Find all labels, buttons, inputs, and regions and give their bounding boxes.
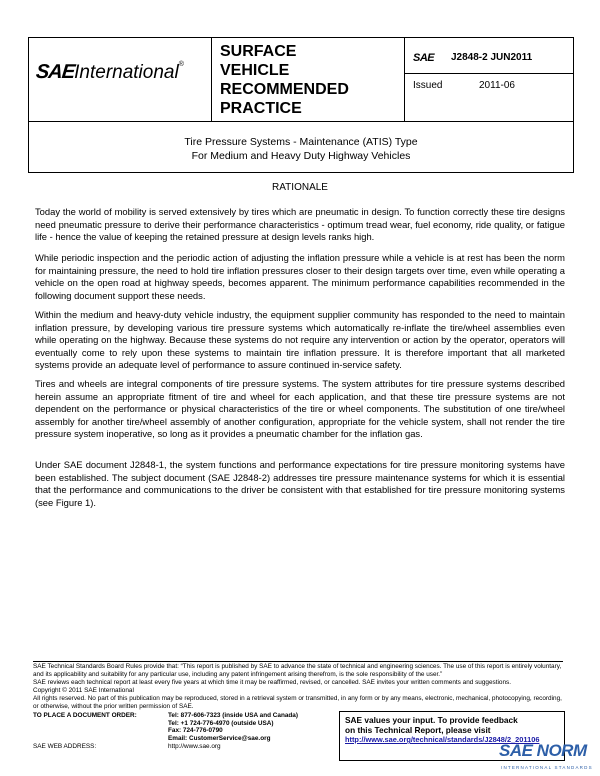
footer-rules-text: SAE Technical Standards Board Rules provide that: “This report is published by SAE to advance the state of technical and engineering sciences. The use of this report is entirely voluntary, and its applicability and suitability for any particular use, including any patent infringement arising therefrom, is the sole responsibility of the user.” bbox=[33, 663, 562, 678]
order-fax: Fax: 724-776-0790 bbox=[168, 727, 223, 735]
paragraph: While periodic inspection and the periodic action of adjusting the inflation pressure while a vehicle is at rest has been the norm for maintaining pressure, the need to hold tire inflation pressures closer to their design targets over time, even while operating a vehicle on the open road at highway speeds, becomes apparent. The minimum performance capabilities recommended in the following document support these needs. bbox=[35, 252, 565, 301]
logo-sae-text: SAE bbox=[34, 61, 76, 83]
header-box bbox=[28, 37, 574, 122]
document-title-line2: For Medium and Heavy Duty Highway Vehicles bbox=[191, 150, 411, 162]
logo-international-text: International bbox=[74, 62, 179, 83]
paragraph: Today the world of mobility is served extensively by tires which are pneumatic in design. To function correctly these tire designs need pneumatic pressure to derive their performance characteristics - optimum tread wear, fuel economy, ride quality, or fatigue life - hence the value of keeping the retained pressure at design levels ranks high. bbox=[35, 206, 565, 242]
feedback-link[interactable]: http://www.sae.org/technical/standards/J2848/2_201106 bbox=[345, 735, 540, 744]
document-number-cell bbox=[405, 38, 573, 121]
order-email[interactable]: Email: CustomerService@sae.org bbox=[168, 734, 271, 742]
footer-copyright: Copyright © 2011 SAE International bbox=[33, 687, 134, 694]
footer-rights-text: All rights reserved. No part of this publication may be reproduced, stored in a retrieval system or transmitted, in any form or by any means, electronic, mechanical, photocopying, recording, or otherwise, without the prior written permission of SAE. bbox=[33, 695, 562, 710]
document-type-line: VEHICLE bbox=[220, 62, 290, 79]
paragraph: Under SAE document J2848-1, the system functions and performance expectations for tire pressure monitoring systems have been established. The subject document (SAE J2848-2) addresses tire pressure maintenance systems for which it is essential that the performance and communications to the driver be consistent with that established for tire pressure monitoring systems (see Figure 1). bbox=[35, 459, 565, 508]
cell-divider bbox=[405, 73, 573, 74]
section-heading: RATIONALE bbox=[272, 182, 328, 193]
document-type-line: SURFACE bbox=[220, 43, 297, 60]
logo-cell bbox=[29, 38, 212, 121]
document-type bbox=[220, 42, 400, 118]
document-type-line: RECOMMENDED bbox=[220, 81, 349, 98]
order-phone-international: Tel: +1 724-776-4970 (outside USA) bbox=[168, 719, 274, 727]
feedback-text-line2: on this Technical Report, please visit bbox=[345, 725, 491, 735]
paragraph: Tires and wheels are integral components of tire pressure systems. The system attributes for tire pressure systems described herein assume an appropriate fitment of tire and wheel for each application, and that these tire pressure systems are not dependent on the performance or physical characteristics of the tire or wheel components. The substitution of one tire/wheel assembly for another tire/wheel assembly of another configuration, appropriate for the vehicle system, shall not render the tire pressure system inoperative, so long as it provides a pneumatic chamber for the inflation gas. bbox=[35, 378, 565, 439]
paragraph: Within the medium and heavy-duty vehicle industry, the equipment supplier community has responded to the need to maintain inflation pressure, by developing various tire pressure systems which automatically re-inflate the tire/wheel assemblies even while operating on the highway. Because these systems do not require any intervention or action by the operator, operators will eventually come to rely upon these systems to maintain tire inflation pressure. It is therefore important that all marketed systems provide an adequate level of performance to assure continued in-service safety. bbox=[35, 309, 565, 370]
order-contact-lines bbox=[168, 712, 298, 742]
document-title-line1: Tire Pressure Systems - Maintenance (ATIS) Type bbox=[184, 136, 418, 148]
order-phone-domestic: Tel: 877-606-7323 (inside USA and Canada) bbox=[168, 712, 298, 719]
issued-label: Issued bbox=[413, 80, 443, 91]
footer-divider bbox=[33, 661, 563, 662]
sae-international-logo bbox=[36, 61, 184, 84]
document-type-cell bbox=[212, 38, 405, 121]
document-type-line: PRACTICE bbox=[220, 100, 302, 117]
issued-date: 2011-06 bbox=[479, 80, 515, 91]
feedback-text-line1: SAE values your input. To provide feedback bbox=[345, 715, 518, 725]
footer-review-text: SAE reviews each technical report at least every five years at which time it may be reaffirmed, revised, or cancelled. SAE invites your written comments and suggestions. bbox=[33, 679, 511, 686]
title-box bbox=[28, 122, 574, 173]
web-address-link[interactable]: http://www.sae.org bbox=[168, 743, 221, 750]
order-label: TO PLACE A DOCUMENT ORDER: bbox=[33, 712, 137, 719]
logo-registered-mark: ® bbox=[178, 61, 184, 68]
web-address-label: SAE WEB ADDRESS: bbox=[33, 743, 97, 750]
watermark-main-text: SAE NORM bbox=[499, 741, 587, 760]
small-sae-logo: SAE bbox=[413, 52, 435, 64]
watermark-sub-text: INTERNATIONAL STANDARDS bbox=[501, 765, 593, 770]
document-number: J2848-2 JUN2011 bbox=[451, 52, 533, 63]
watermark-logo bbox=[499, 741, 597, 773]
